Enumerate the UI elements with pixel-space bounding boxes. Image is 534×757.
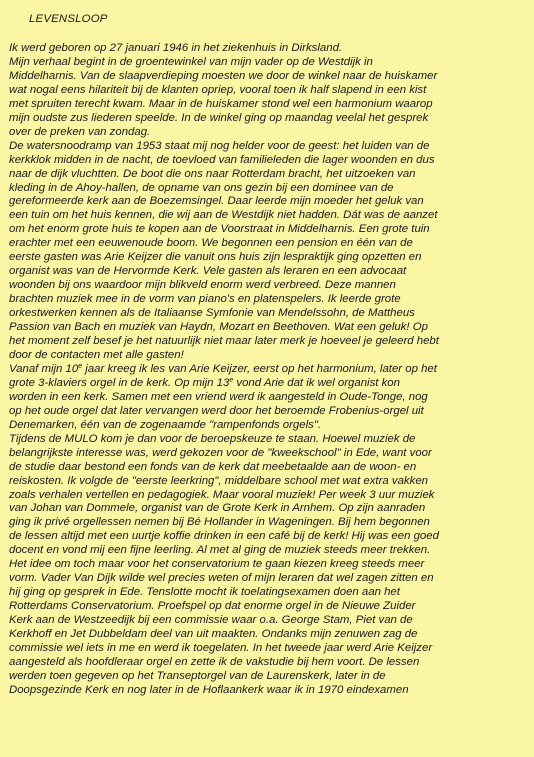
text-line: reiskosten. Ik volgde de "eerste leerkring", middelbare school met wat extra vakken [9, 474, 428, 487]
text-line: brachten muziek mee in de vorm van piano's en platenspelers. Ik leerde grote [9, 293, 401, 306]
text-line: orkestwerken kennen als de Italiaanse Symfonie van Mendelssohn, de Mattheus [9, 307, 415, 320]
text-line: kerkklok midden in de nacht, de toevloed van familieleden die lager woonden en dus [9, 153, 435, 166]
text-line: grote 3-klaviers orgel in de kerk. Op mijn 13e vond Arie dat ik wel organist kon [9, 376, 400, 389]
text-line: het moment zelf besef je het natuurlijk niet maar later merk je hoeveel je geleerd hebt [9, 335, 439, 348]
text-line: om het enorm grote huis te kopen aan de Voorstraat in Middelharnis. Een grote tuin [9, 223, 430, 236]
text-line: Het idee om toch maar voor het conservatorium te gaan kiezen kreeg steeds meer [9, 558, 425, 571]
text-line: Vanaf mijn 10e jaar kreeg ik les van Arie Keijzer, eerst op het harmonium, later op het [9, 362, 437, 375]
text-line: naar de dijk vluchtten. De boot die ons naar Rotterdam bracht, het uitzoeken van [9, 167, 416, 180]
text-line: Rotterdams Conservatorium. Proefspel op dat enorme orgel in de Nieuwe Zuider [9, 600, 416, 613]
text-line: docent en vond mij een fijne leerling. Al met al ging de muziek steeds meer trekken. [9, 544, 431, 557]
text-line: wat nogal eens hilariteit bij de klanten opriep, vooral toen ik half slapend in een kist [9, 83, 427, 96]
text-line: een tuin om het huis kennen, die wij aan de Westdijk niet hadden. Dát was de aanzet [9, 209, 438, 222]
text-line: de studie daar bestond een fonds van de kerk dat meebetaalde aan de woon- en [9, 460, 417, 473]
text-line: Middelharnis. Van de slaapverdieping moesten we door de winkel naar de huiskamer [9, 69, 438, 82]
text-line: zoals verhalen vertellen en pedagogiek. Maar vooral muziek! Per week 3 uur muziek [9, 488, 435, 501]
text-line: eerste gasten was Arie Keijzer die vanuit ons huis zijn lespraktijk ging opzetten en [9, 251, 422, 264]
text-line: Mijn verhaal begint in de groentewinkel van mijn vader op de Westdijk in [9, 55, 373, 68]
text-line: worden in een kerk. Samen met een vriend werd ik aangesteld in Oude-Tonge, nog [9, 390, 428, 403]
text-line: De watersnoodramp van 1953 staat mij nog helder voor de geest: het luiden van de [9, 139, 430, 152]
text-line: over de preken van zondag. [9, 125, 151, 138]
text-line: gereformeerde kerk aan de Boezemsingel. Daar leerde mijn moeder het geluk van [9, 195, 424, 208]
text-line: Doopsgezinde Kerk en nog later in de Hoflaankerk waar ik in 1970 eindexamen [9, 683, 409, 696]
text-line: Tijdens de MULO kom je dan voor de beroepskeuze te staan. Hoewel muziek de [9, 432, 416, 445]
text-line: erachter met een eeuwenoude boom. We begonnen een pension en één van de [9, 237, 413, 250]
text-line: commissie wel iets in me en werd ik toegelaten. In het tweede jaar werd Arie Keijzer [9, 641, 433, 654]
document-body [9, 42, 524, 698]
text-line: de lessen altijd met een uurtje koffie drinken in een café bij de kerk! Hij was een goed [9, 530, 439, 543]
document-title: LEVENSLOOP [29, 13, 108, 25]
text-line: werden toen gegeven op het Transeptorgel van de Laurenskerk, later in de [9, 669, 386, 682]
text-line: mijn oudste zus liederen speelde. In de winkel ging op maandag veelal het gesprek [9, 111, 429, 124]
text-line: Passion van Bach en muziek van Haydn, Mozart en Beethoven. Wat een geluk! Op [9, 321, 428, 334]
text-line: Kerkhoff en Jet Dubbeldam deel van uit maakten. Ondanks mijn zenuwen zag de [9, 628, 418, 641]
text-line: hij ging op gesprek in Ede. Tenslotte mocht ik toelatingsexamen doen aan het [9, 586, 400, 599]
text-line: Kerk aan de Westzeedijk bij een commissie waar o.a. George Stam, Piet van de [9, 614, 413, 627]
text-line: belangrijkste interesse was, werd gekozen voor de "kweekschool" in Ede, want voor [9, 446, 432, 459]
text-line: van Johan van Dommele, organist van de Grote Kerk in Arnhem. Op zijn aanraden [9, 502, 426, 515]
text-line: vorm. Vader Van Dijk wilde wel precies weten of mijn leraren dat wel zagen zitten en [9, 572, 434, 585]
text-line: aangesteld als hoofdleraar orgel en zette ik de vakstudie bij hem voort. De lessen [9, 655, 420, 668]
text-line: door de contacten met alle gasten! [9, 348, 184, 361]
text-line: kleding in de Ahoy-hallen, de opname van ons gezin bij een dominee van de [9, 181, 394, 194]
text-line: Denemarken, één van de zogenaamde "rampenfonds orgels". [9, 418, 322, 431]
text-line: op het oude orgel dat later vervangen werd door het beroemde Frobenius-orgel uit [9, 404, 424, 417]
text-line: ging ik privé orgellessen nemen bij Bé Hollander in Wageningen. Bij hem begonnen [9, 516, 430, 529]
text-line: woonden bij ons waardoor mijn blikveld enorm werd verbreed. Deze mannen [9, 279, 396, 292]
text-line: met spruiten terecht kwam. Maar in de huiskamer stond wel een harmonium waarop [9, 97, 433, 110]
text-line: Ik werd geboren op 27 januari 1946 in het ziekenhuis in Dirksland. [9, 42, 343, 54]
text-line: organist was van de Hervormde Kerk. Vele gasten als leraren en een advocaat [9, 265, 407, 278]
